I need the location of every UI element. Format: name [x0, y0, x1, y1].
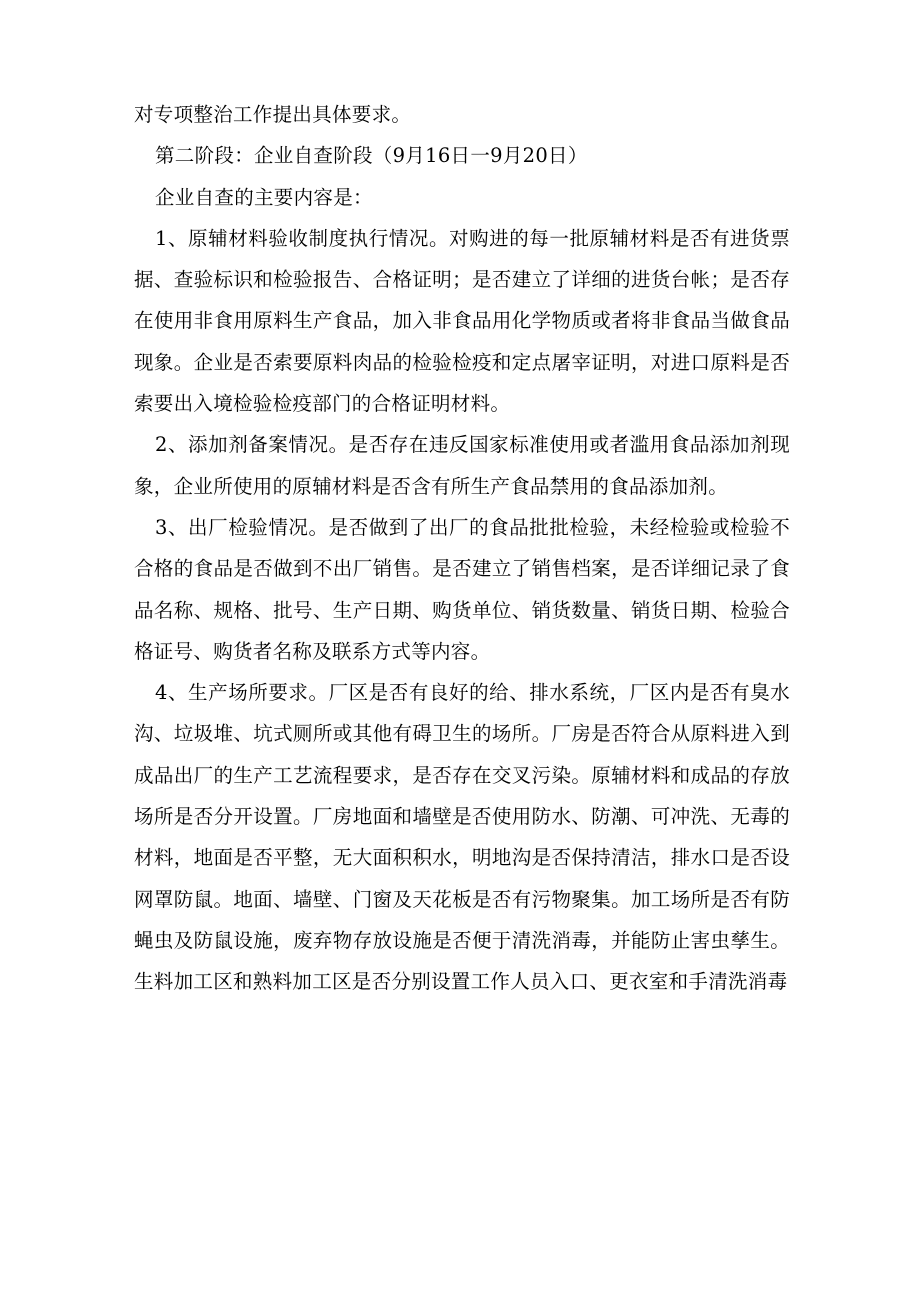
- document-body: [134, 94, 790, 1003]
- paragraph-item-1-raw-materials: 1、原辅材料验收制度执行情况。对购进的每一批原辅材料是否有进货票据、查验标识和检验报告、合格证明；是否建立了详细的进货台帐；是否存在使用非食用原料生产食品，加入非食品用化学物质或者将非食品当做食品现象。企业是否索要原料肉品的检验检疫和定点屠宰证明，对进口原料是否索要出入境检验检疫部门的合格证明材料。: [134, 226, 790, 416]
- paragraph-stage-two: 第二阶段：企业自查阶段（9月16日一9月20日）: [155, 144, 588, 168]
- paragraph-self-check-intro: 企业自查的主要内容是：: [155, 185, 373, 209]
- paragraph-item-2-additives: 2、添加剂备案情况。是否存在违反国家标准使用或者滥用食品添加剂现象，企业所使用的原辅材料是否含有所生产食品禁用的食品添加剂。: [134, 433, 790, 498]
- paragraph-item-4-production-site: 4、生产场所要求。厂区是否有良好的给、排水系统，厂区内是否有臭水沟、垃圾堆、坑式厕所或其他有碍卫生的场所。厂房是否符合从原料进入到成品出厂的生产工艺流程要求，是否存在交叉污染。原辅材料和成品的存放场所是否分开设置。厂房地面和墙壁是否使用防水、防潮、可冲洗、无毒的材料，地面是否平整，无大面积积水，明地沟是否保持清洁，排水口是否设网罩防鼠。地面、墙壁、门窗及天花板是否有污物聚集。加工场所是否有防蝇虫及防鼠设施，废弃物存放设施是否便于清洗消毒，并能防止害虫孳生。生料加工区和熟料加工区是否分别设置工作人员入口、更衣室和手清洗消毒: [134, 681, 790, 994]
- paragraph-item-3-factory-inspection: 3、出厂检验情况。是否做到了出厂的食品批批检验，未经检验或检验不合格的食品是否做到不出厂销售。是否建立了销售档案，是否详细记录了食品名称、规格、批号、生产日期、购货单位、销货数量、销货日期、检验合格证号、购货者名称及联系方式等内容。: [134, 515, 790, 663]
- paragraph-continuation: 对专项整治工作提出具体要求。: [134, 103, 412, 126]
